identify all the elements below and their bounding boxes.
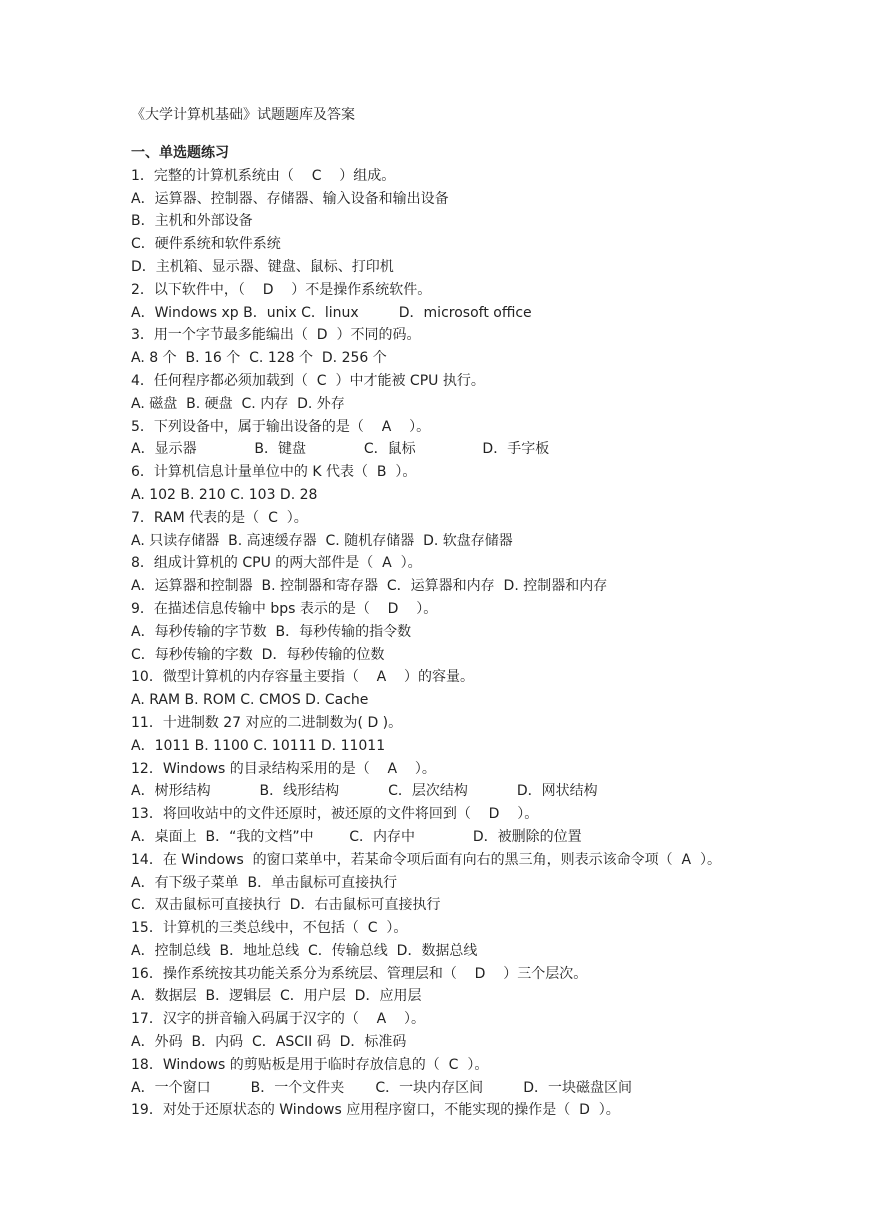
question-line-7: 7．RAM 代表的是（ C ）。 [131, 509, 308, 526]
question-line-13: 13．将回收站中的文件还原时，被还原的文件将回到（ D ）。 [131, 806, 539, 823]
option-line-9a: A．每秒传输的字节数 B．每秒传输的指令数 [131, 623, 412, 640]
question-line-1: 1．完整的计算机系统由（ C ）组成。 [131, 167, 396, 184]
option-line-6: A. 102 B. 210 C. 103 D. 28 [131, 486, 318, 503]
option-line-14b: C．双击鼠标可直接执行 D．右击鼠标可直接执行 [131, 897, 441, 914]
question-line-19: 19．对处于还原状态的 Windows 应用程序窗口，不能实现的操作是（ D ）。 [131, 1102, 620, 1119]
document-title: 《大学计算机基础》试题题库及答案 [131, 107, 355, 123]
option-line-8: A．运算器和控制器 B. 控制器和寄存器 C．运算器和内存 D. 控制器和内存 [131, 578, 608, 595]
option-line-1d: D．主机箱、显示器、键盘、鼠标、打印机 [131, 258, 394, 275]
option-line-15: A．控制总线 B．地址总线 C．传输总线 D．数据总线 [131, 942, 478, 959]
option-line-12: A．树形结构 B．线形结构 C．层次结构 D．网状结构 [131, 783, 598, 800]
question-line-15: 15．计算机的三类总线中，不包括（ C ）。 [131, 920, 408, 937]
question-line-3: 3．用一个字节最多能编出（ D ）不同的码。 [131, 327, 421, 344]
option-line-1b: B．主机和外部设备 [131, 213, 253, 230]
option-line-2: A．Windows xp B．unix C．linux D．microsoft office [131, 304, 532, 321]
question-line-10: 10．微型计算机的内存容量主要指（ A ）的容量。 [131, 669, 474, 686]
option-line-7: A. 只读存储器 B. 高速缓存器 C. 随机存储器 D. 软盘存储器 [131, 532, 513, 549]
option-line-4: A. 磁盘 B. 硬盘 C. 内存 D. 外存 [131, 395, 345, 412]
option-line-5: A．显示器 B．键盘 C．鼠标 D．手字板 [131, 441, 550, 458]
option-line-13: A．桌面上 B．“我的文档”中 C．内存中 D．被删除的位置 [131, 828, 582, 845]
option-line-10: A. RAM B. ROM C. CMOS D. Cache [131, 692, 369, 709]
option-line-17: A．外码 B．内码 C．ASCII 码 D．标准码 [131, 1034, 407, 1051]
section-heading: 一、单选题练习 [131, 145, 229, 161]
option-line-1a: A．运算器、控制器、存储器、输入设备和输出设备 [131, 190, 449, 207]
option-line-14a: A．有下级子菜单 B．单击鼠标可直接执行 [131, 874, 398, 891]
question-line-6: 6．计算机信息计量单位中的 K 代表（ B ）。 [131, 464, 417, 481]
option-line-11: A．1011 B. 1100 C. 10111 D. 11011 [131, 737, 386, 754]
question-line-4: 4．任何程序都必须加载到（ C ）中才能被 CPU 执行。 [131, 372, 485, 389]
option-line-9b: C．每秒传输的字数 D．每秒传输的位数 [131, 646, 385, 663]
option-line-16: A．数据层 B．逻辑层 C．用户层 D．应用层 [131, 988, 422, 1005]
question-line-11: 11．十进制数 27 对应的二进制数为( D )。 [131, 714, 403, 731]
option-line-1c: C．硬件系统和软件系统 [131, 236, 281, 253]
question-line-18: 18．Windows 的剪贴板是用于临时存放信息的（ C ）。 [131, 1056, 489, 1073]
question-line-12: 12．Windows 的目录结构采用的是（ A ）。 [131, 760, 436, 777]
question-line-8: 8．组成计算机的 CPU 的两大部件是（ A ）。 [131, 555, 422, 572]
question-line-5: 5．下列设备中，属于输出设备的是（ A ）。 [131, 418, 431, 435]
question-line-14: 14．在 Windows 的窗口菜单中，若某命令项后面有向右的黑三角，则表示该命令项（ A ）。 [131, 851, 722, 868]
document-page [131, 104, 851, 1122]
option-line-18: A．一个窗口 B．一个文件夹 C．一块内存区间 D．一块磁盘区间 [131, 1079, 632, 1096]
question-line-16: 16．操作系统按其功能关系分为系统层、管理层和（ D ）三个层次。 [131, 965, 588, 982]
question-line-2: 2．以下软件中，（ D ）不是操作系统软件。 [131, 281, 432, 298]
option-line-3: A. 8 个 B. 16 个 C. 128 个 D. 256 个 [131, 350, 387, 367]
question-line-9: 9．在描述信息传输中 bps 表示的是（ D ）。 [131, 600, 438, 617]
question-line-17: 17．汉字的拼音输入码属于汉字的（ A ）。 [131, 1011, 425, 1028]
